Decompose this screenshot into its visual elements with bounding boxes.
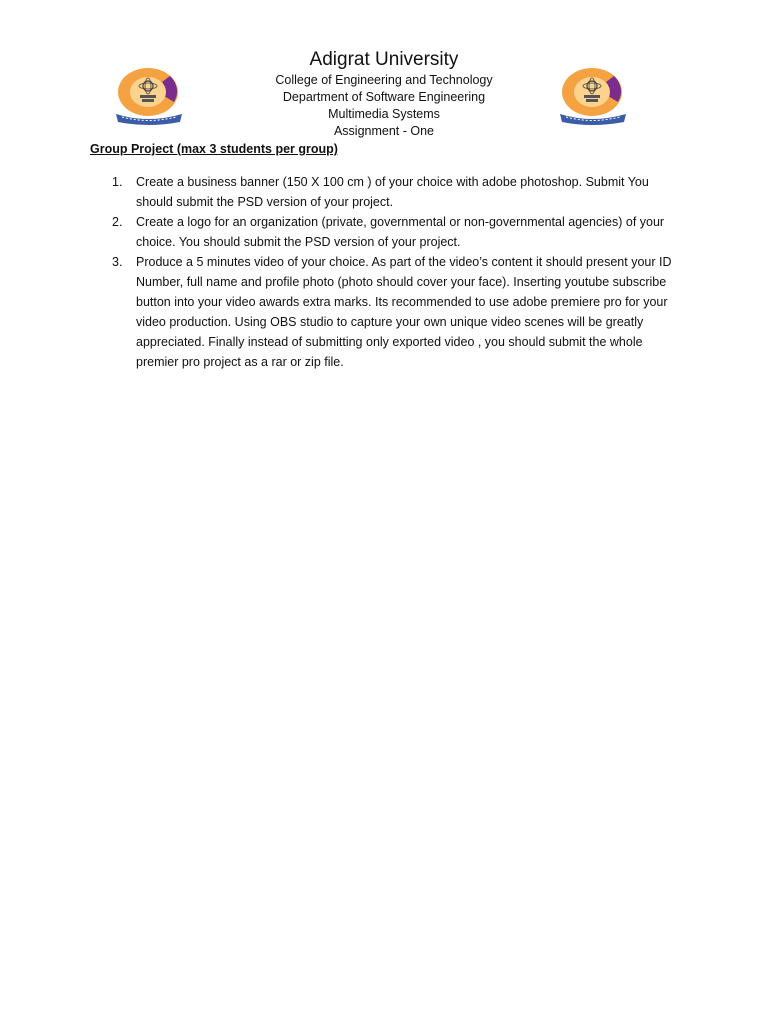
task-text: Produce a 5 minutes video of your choice. As part of the video’s content it should present your ID Number, full name and profile photo (photo should cover your face). Inserting youtube subscribe button into your video awards extra marks. Its recommended to use adobe premiere pro for your video production. Using OBS studio to capture your own unique video scenes will be greatly appreciated. Finally instead of submitting only exported video , you should submit the whole premier pro project as a rar or zip file. <box>136 255 672 369</box>
task-item-2 <box>96 212 686 252</box>
assignment-title: Assignment - One <box>333 124 435 138</box>
department-name: Department of Software Engineering <box>282 90 486 104</box>
task-number: 3. <box>112 255 123 269</box>
task-item-1 <box>96 172 686 212</box>
college-name: College of Engineering and Technology <box>275 73 493 87</box>
document-header <box>0 48 768 140</box>
task-item-3 <box>96 252 686 372</box>
task-number: 1. <box>112 175 123 189</box>
task-text: Create a logo for an organization (private, governmental or non-governmental agencies) of your choice. You should submit the PSD version of your project. <box>136 215 665 249</box>
task-list <box>96 172 686 372</box>
university-title: Adigrat University <box>309 49 459 70</box>
course-name: Multimedia Systems <box>328 107 440 121</box>
group-project-heading: Group Project (max 3 students per group) <box>90 142 338 156</box>
task-number: 2. <box>112 215 123 229</box>
task-text: Create a business banner (150 X 100 cm ) of your choice with adobe photoshop. Submit You should submit the PSD version of your project. <box>136 175 649 209</box>
